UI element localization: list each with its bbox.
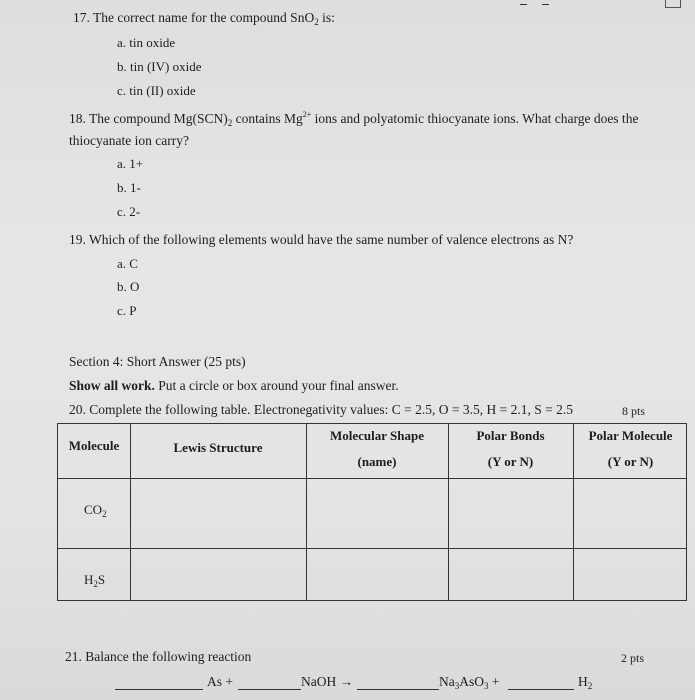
question-text: 18. The compound Mg(SCN) bbox=[69, 111, 228, 126]
question-text: contains Mg bbox=[232, 111, 303, 126]
equation-as: As + bbox=[207, 674, 233, 689]
subscript: 3 bbox=[454, 681, 460, 691]
question-21-points: 2 pts bbox=[621, 651, 645, 665]
header-lewis-structure: Lewis Structure bbox=[173, 440, 263, 455]
q18-option-b: b. 1- bbox=[117, 180, 141, 195]
subscript: 2 bbox=[93, 579, 98, 589]
q18-option-c: c. 2- bbox=[117, 204, 141, 219]
molecule-h2s bbox=[84, 572, 105, 589]
question-18-line2: thiocyanate ion carry? bbox=[69, 133, 189, 148]
molecule-co2 bbox=[84, 502, 107, 519]
equation-h2 bbox=[578, 674, 592, 691]
q17-option-c: c. tin (II) oxide bbox=[117, 83, 196, 98]
answer-blank-1[interactable] bbox=[115, 689, 203, 690]
question-text: ions and polyatomic thiocyanate ions. What charge does the bbox=[311, 111, 639, 126]
top-cropped-header bbox=[520, 0, 695, 10]
question-number: 17. bbox=[73, 10, 90, 25]
subscript: 2 bbox=[587, 681, 593, 691]
checkmark-fragment bbox=[542, 0, 549, 5]
q19-option-c: c. P bbox=[117, 303, 137, 318]
header-molecule: Molecule bbox=[68, 438, 120, 453]
question-20-points: 8 pts bbox=[622, 404, 646, 418]
formula: AsO bbox=[459, 674, 485, 689]
q18-option-a: a. 1+ bbox=[117, 156, 144, 171]
checkmark-fragment bbox=[520, 0, 527, 5]
formula: H bbox=[578, 674, 588, 689]
question-20: 20. Complete the following table. Electronegativity values: C = 2.5, O = 3.5, H = 2.1, S = 2.5 bbox=[69, 402, 574, 417]
q17-option-a: a. tin oxide bbox=[117, 35, 176, 50]
subscript: 2 bbox=[227, 118, 233, 128]
header-polar-bonds: Polar Bonds bbox=[476, 428, 545, 443]
molecule-table bbox=[57, 423, 687, 601]
question-text-end: is: bbox=[318, 10, 335, 25]
table-row-divider bbox=[58, 478, 686, 479]
table-divider bbox=[448, 424, 449, 600]
question-21: 21. Balance the following reaction bbox=[65, 649, 252, 664]
instruction-bold: Show all work. bbox=[69, 378, 155, 393]
q17-option-b: b. tin (IV) oxide bbox=[117, 59, 202, 74]
header-polar-bonds-sub: (Y or N) bbox=[487, 454, 534, 469]
q19-option-b: b. O bbox=[117, 279, 140, 294]
table-divider bbox=[573, 424, 574, 600]
table-divider bbox=[306, 424, 307, 600]
superscript: 2+ bbox=[302, 110, 312, 119]
section-4-title: Section 4: Short Answer (25 pts) bbox=[69, 354, 246, 369]
question-17 bbox=[73, 10, 335, 27]
answer-blank-3[interactable] bbox=[357, 689, 439, 690]
answer-blank-2[interactable] bbox=[238, 689, 301, 690]
header-molecular-shape: Molecular Shape bbox=[329, 428, 424, 443]
header-polar-molecule: Polar Molecule bbox=[588, 428, 673, 443]
question-text: The correct name for the compound SnO bbox=[93, 10, 315, 25]
subscript: 2 bbox=[102, 509, 107, 519]
plus-sign: + bbox=[488, 674, 500, 689]
equation-naoh: NaOH → bbox=[301, 674, 354, 689]
page-box-fragment bbox=[665, 0, 681, 8]
equation-na3aso3 bbox=[439, 674, 500, 691]
question-18-line1 bbox=[69, 110, 638, 128]
q19-option-a: a. C bbox=[117, 256, 138, 271]
question-19: 19. Which of the following elements would have the same number of valence electrons as N? bbox=[69, 232, 574, 247]
answer-blank-4[interactable] bbox=[508, 689, 574, 690]
instruction-text: Put a circle or box around your final answer. bbox=[154, 378, 399, 393]
header-polar-molecule-sub: (Y or N) bbox=[607, 454, 654, 469]
formula-tail: S bbox=[97, 572, 106, 587]
section-4-instructions bbox=[69, 378, 399, 394]
subscript: 2 bbox=[314, 17, 319, 27]
formula: CO bbox=[84, 502, 103, 517]
formula: Na bbox=[439, 674, 455, 689]
header-molecular-shape-sub: (name) bbox=[357, 454, 397, 469]
subscript: 3 bbox=[484, 681, 489, 691]
table-row-divider bbox=[58, 548, 686, 549]
formula: H bbox=[84, 572, 94, 587]
